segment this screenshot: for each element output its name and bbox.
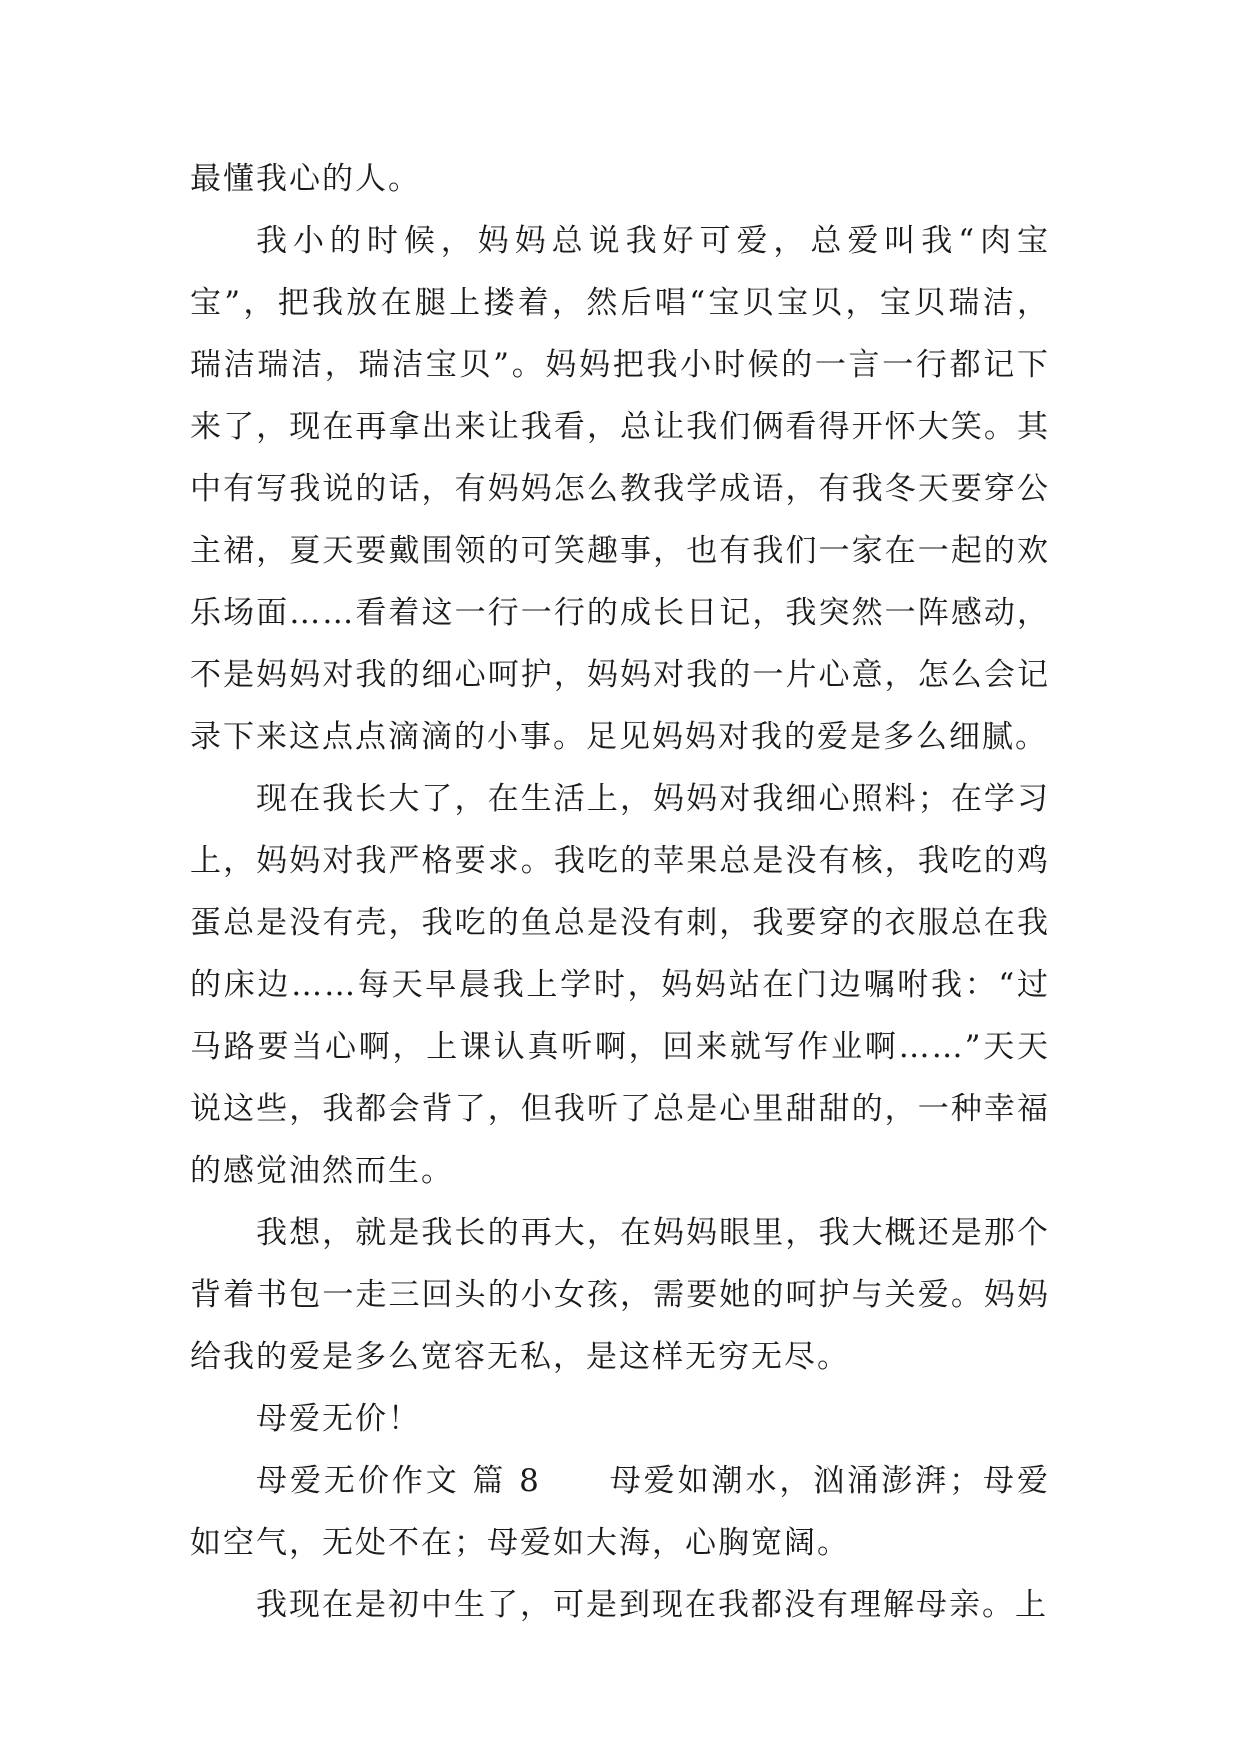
paragraph-5: 母爱无价！ (256, 1401, 421, 1437)
paragraph-7: 我现在是初中生了，可是到现在我都没有理解母亲。上 (256, 1587, 1048, 1623)
document-body (190, 148, 1050, 1636)
paragraph-4: 我想，就是我长的再大，在妈妈眼里，我大概还是那个背着书包一走三回头的小女孩，需要她的呵护与关爱。妈妈给我的爱是多么宽容无私，是这样无穷无尽。 (190, 1215, 1050, 1375)
paragraph-2: 我小的时候，妈妈总说我好可爱，总爱叫我“肉宝宝”，把我放在腿上搂着，然后唱“宝贝宝贝，宝贝瑞洁，瑞洁瑞洁，瑞洁宝贝”。妈妈把我小时候的一言一行都记下来了，现在再拿出来让我看，总让我们俩看得开怀大笑。其中有写我说的话，有妈妈怎么教我学成语，有我冬天要穿公主裙，夏天要戴围领的可笑趣事，也有我们一家在一起的欢乐场面……看着这一行一行的成长日记，我突然一阵感动，不是妈妈对我的细心呵护，妈妈对我的一片心意，怎么会记录下来这点点滴滴的小事。足见妈妈对我的爱是多么细腻。 (190, 223, 1050, 755)
paragraph-3: 现在我长大了，在生活上，妈妈对我细心照料；在学习上，妈妈对我严格要求。我吃的苹果总是没有核，我吃的鸡蛋总是没有壳，我吃的鱼总是没有刺，我要穿的衣服总在我的床边……每天早晨我上学时，妈妈站在门边嘱咐我：“过马路要当心啊，上课认真听啊，回来就写作业啊……”天天说这些，我都会背了，但我听了总是心里甜甜的，一种幸福的感觉油然而生。 (190, 781, 1050, 1189)
paragraph-1: 最懂我心的人。 (190, 161, 421, 197)
paragraph-6: 母爱无价作文 篇 8 母爱如潮水，汹涌澎湃；母爱如空气，无处不在；母爱如大海，心胸宽阔。 (190, 1463, 1050, 1561)
